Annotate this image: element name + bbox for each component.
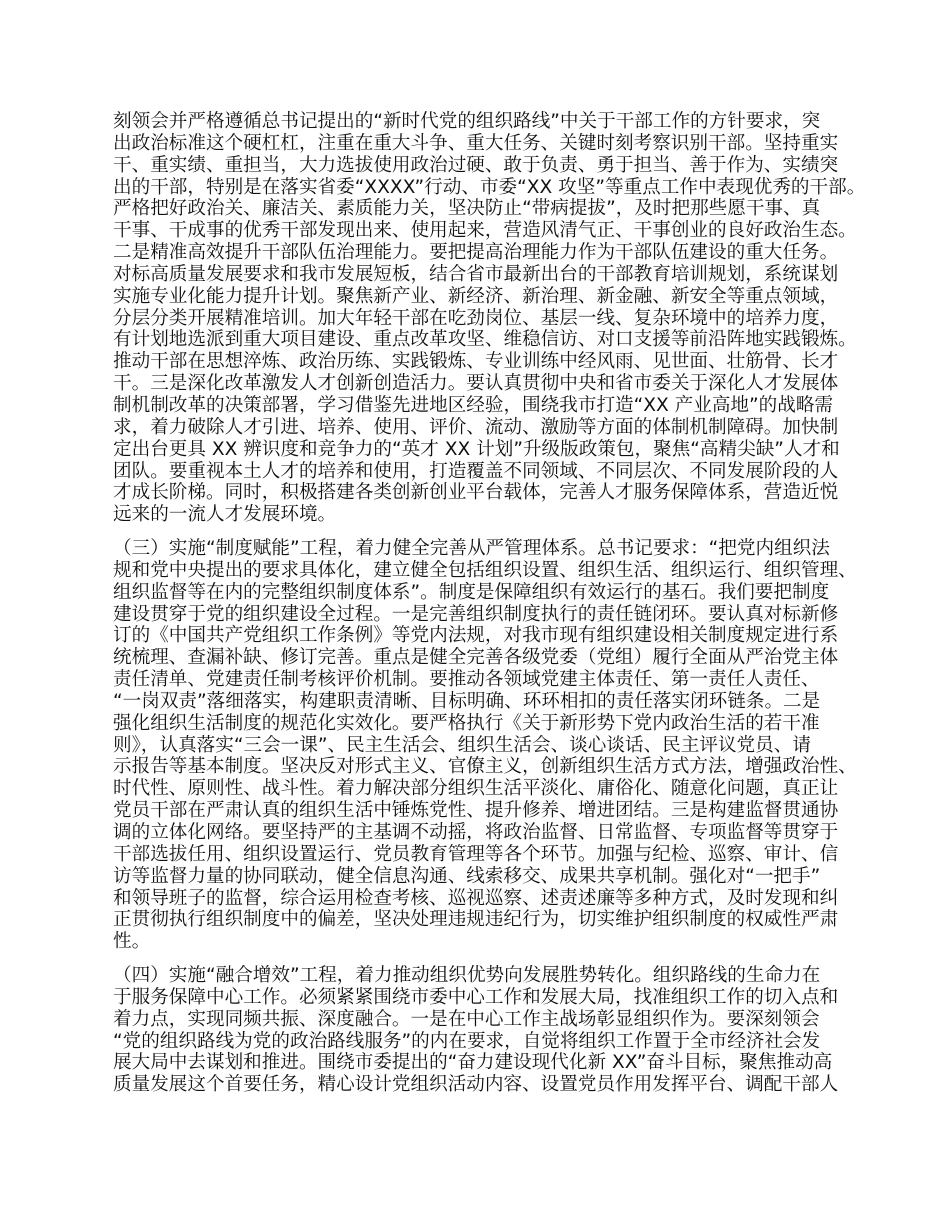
text-line: 于服务保障中心工作。必须紧紧围绕市委中心工作和发展大局，找准组织工作的切入点和 bbox=[113, 986, 839, 1008]
paragraph-cadre-work bbox=[113, 111, 873, 526]
text-line: 求，着力破除人才引进、培养、使用、评价、流动、激励等方面的体制机制障碍。加快制 bbox=[113, 416, 839, 438]
text-line: 有计划地选派到重大项目建设、重点改革攻坚、维稳信访、对口支援等前沿阵地实践锻炼。 bbox=[113, 329, 857, 351]
text-line: 干部选拔任用、组织设置运行、党员教育管理等各个环节。加强与纪检、巡察、审计、信 bbox=[113, 843, 839, 865]
text-line: 正贯彻执行组织制度中的偏差，坚决处理违规违纪行为，切实维护组织制度的权威性严肃 bbox=[113, 909, 839, 931]
section-heading-line: （三）实施“制度赋能”工程，着力健全完善从严管理体系。总书记要求：“把党内组织法 bbox=[113, 538, 830, 560]
text-line: 定出台更具 XX 辨识度和竞争力的“英才 XX 计划”升级版政策包，聚焦“高精尖缺”人才和 bbox=[113, 438, 840, 460]
text-line: 推动干部在思想淬炼、政治历练、实践锻炼、专业训练中经风雨、见世面、壮筋骨、长才 bbox=[113, 351, 839, 373]
text-line: 二是精准高效提升干部队伍治理能力。要把提高治理能力作为干部队伍建设的重大任务。 bbox=[113, 242, 839, 264]
paragraph-section-three bbox=[113, 538, 873, 953]
document-page bbox=[113, 111, 873, 1108]
text-line: 分层分类开展精准培训。加大年轻干部在吃劲岗位、基层一线、复杂环境中的培养力度， bbox=[113, 307, 839, 329]
text-line: 时代性、原则性、战斗性。着力解决部分组织生活平淡化、庸俗化、随意化问题，真正让 bbox=[113, 778, 839, 800]
text-line: 出的干部，特别是在落实省委“XXXX”行动、市委“XX 攻坚”等重点工作中表现优秀的干部。 bbox=[113, 176, 866, 198]
text-line: 组织监督等在内的完整组织制度体系”。制度是保障组织有效运行的基石。我们要把制度 bbox=[113, 581, 830, 603]
text-line: 出政治标准这个硬杠杠，注重在重大斗争、重大任务、关键时刻考察识别干部。坚持重实 bbox=[113, 132, 839, 154]
paragraph-section-four bbox=[113, 965, 873, 1096]
text-line: “一岗双责”落细落实，构建职责清晰、目标明确、环环相扣的责任落实闭环链条。二是 bbox=[113, 690, 821, 712]
text-line: 展大局中去谋划和推进。围绕市委提出的“奋力建设现代化新 XX”奋斗目标，聚焦推动高 bbox=[113, 1052, 833, 1074]
text-line: 干事、干成事的优秀干部发现出来、使用起来，营造风清气正、干事创业的良好政治生态。 bbox=[113, 220, 857, 242]
text-line: 制机制改革的决策部署，学习借鉴先进地区经验，围绕我市打造“XX 产业高地”的战略需 bbox=[113, 394, 834, 416]
text-line: 统梳理、查漏补缺、修订完善。重点是健全完善各级党委（党组）履行全面从严治党主体 bbox=[113, 647, 839, 669]
text-line: 实施专业化能力提升计划。聚焦新产业、新经济、新治理、新金融、新安全等重点领域， bbox=[113, 285, 839, 307]
text-line: “党的组织路线为党的政治路线服务”的内在要求，自觉将组织工作置于全市经济社会发 bbox=[113, 1030, 821, 1052]
text-line: 调的立体化网络。要坚持严的主基调不动摇，将政治监督、日常监督、专项监督等贯穿于 bbox=[113, 822, 839, 843]
text-line: 党员干部在严肃认真的组织生活中锤炼党性、提升修养、增进团结。三是构建监督贯通协 bbox=[113, 800, 839, 822]
text-line: 严格把好政治关、廉洁关、素质能力关，坚决防止“带病提拔”，及时把那些愿干事、真 bbox=[113, 198, 821, 220]
text-line: 访等监督力量的协同联动，健全信息沟通、线索移交、成果共享机制。强化对“一把手” bbox=[113, 865, 821, 887]
text-line: 干、重实绩、重担当，大力选拔使用政治过硬、敢于负责、勇于担当、善于作为、实绩突 bbox=[113, 154, 839, 176]
text-line: 远来的一流人才发展环境。 bbox=[113, 504, 337, 526]
text-line: 订的《中国共产党组织工作条例》等党内法规，对我市现有组织建设相关制度规定进行系 bbox=[113, 625, 839, 647]
text-line: 团队。要重视本土人才的培养和使用，打造覆盖不同领域、不同层次、不同发展阶段的人 bbox=[113, 460, 839, 482]
text-line: 规和党中央提出的要求具体化，建立健全包括组织设置、组织生活、组织运行、组织管理、 bbox=[113, 559, 857, 581]
text-line: 示报告等基本制度。坚决反对形式主义、官僚主义，创新组织生活方式方法，增强政治性、 bbox=[113, 756, 857, 778]
text-line: 对标高质量发展要求和我市发展短板，结合省市最新出台的干部教育培训规划，系统谋划 bbox=[113, 263, 839, 285]
text-line: 强化组织生活制度的规范化实效化。要严格执行《关于新形势下党内政治生活的若干准 bbox=[113, 712, 820, 734]
text-line: 刻领会并严格遵循总书记提出的“新时代党的组织路线”中关于干部工作的方针要求，突 bbox=[113, 111, 821, 132]
text-line: 着力点，实现同频共振、深度融合。一是在中心工作主战场彰显组织作为。要深刻领会 bbox=[113, 1008, 820, 1030]
text-line: 才成长阶梯。同时，积极搭建各类创新创业平台载体，完善人才服务保障体系，营造近悦 bbox=[113, 482, 839, 504]
text-line: 和领导班子的监督，综合运用检查考核、巡视巡察、述责述廉等多种方式，及时发现和纠 bbox=[113, 887, 839, 909]
section-heading-line: （四）实施“融合增效”工程，着力推动组织优势向发展胜势转化。组织路线的生命力在 bbox=[113, 965, 821, 987]
text-line: 干。三是深化改革激发人才创新创造活力。要认真贯彻中央和省市委关于深化人才发展体 bbox=[113, 373, 839, 395]
text-line: 建设贯穿于党的组织建设全过程。一是完善组织制度执行的责任链闭环。要认真对标新修 bbox=[113, 603, 839, 625]
text-line: 则》，认真落实“三会一课”、民主生活会、组织生活会、谈心谈话、民主评议党员、请 bbox=[113, 734, 811, 756]
text-line: 性。 bbox=[113, 931, 151, 953]
text-line: 质量发展这个首要任务，精心设计党组织活动内容、设置党员作用发挥平台、调配干部人 bbox=[113, 1074, 839, 1096]
text-line: 责任清单、党建责任制考核评价机制。要推动各领域党建主体责任、第一责任人责任、 bbox=[113, 669, 820, 691]
